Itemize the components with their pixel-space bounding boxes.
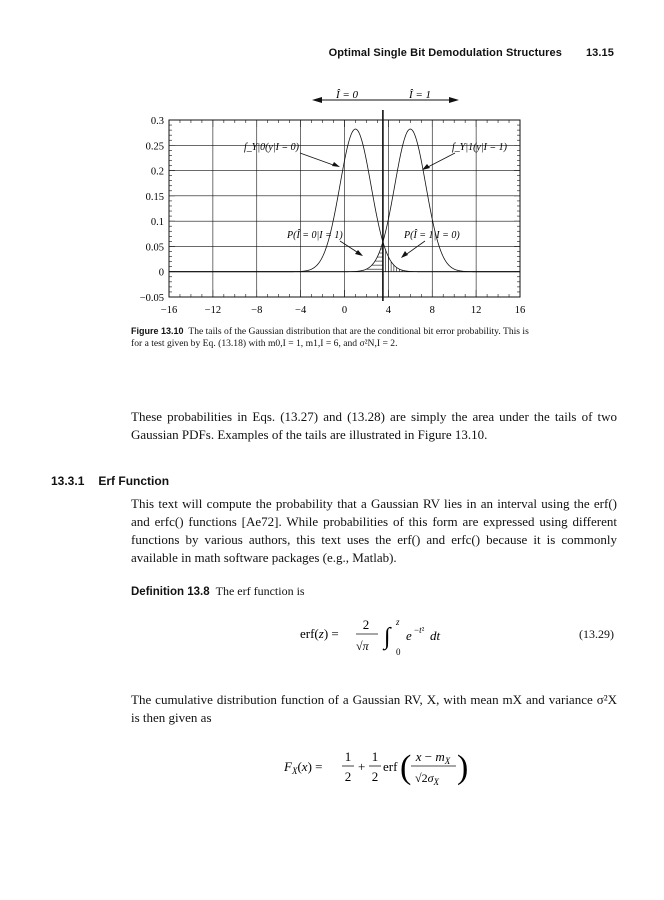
section-title: Erf Function [98, 474, 170, 488]
svg-text:2: 2 [344, 769, 352, 784]
y-tick-label: 0.2 [150, 166, 164, 178]
error-right-pointer-head [401, 251, 408, 258]
equation-number: (13.29) [579, 627, 614, 641]
x-tick-labels [161, 305, 525, 316]
svg-text:2: 2 [371, 769, 379, 784]
svg-text:2: 2 [362, 617, 370, 632]
svg-text:e: e [406, 628, 412, 643]
y-tick-label: 0.1 [150, 217, 164, 229]
pdf-left-pointer-head [332, 162, 340, 167]
x-tick-label: 4 [385, 305, 391, 316]
section-heading [51, 474, 169, 488]
pdf-right-pointer [426, 153, 455, 168]
x-tick-label: −12 [204, 305, 222, 316]
error-left-pointer-head [355, 250, 363, 256]
error-label-left: P(Î = 0|I = 1) [287, 230, 343, 241]
figure-caption [131, 326, 531, 349]
y-tick-label: 0.05 [145, 242, 164, 254]
svg-text:+: + [358, 759, 366, 774]
pdf-left-pointer [300, 153, 336, 166]
definition-text: The erf function is [215, 584, 305, 598]
error-label-right: P(Î = 1|I = 0) [404, 230, 460, 241]
y-tick-label: −0.05 [139, 293, 164, 304]
paragraph-cdf: The cumulative distribution function of a Gaussian RV, X, with mean mX and variance σ²X is then given as [131, 692, 617, 725]
svg-text:erf(z) =: erf(z) = [300, 626, 339, 641]
svg-text:1: 1 [344, 749, 352, 764]
decision-label-left: Î = 0 [335, 89, 359, 101]
error-right-pointer [404, 241, 425, 256]
x-tick-label: 16 [514, 305, 526, 316]
x-tick-label: −16 [160, 305, 178, 316]
running-head [329, 47, 614, 59]
y-tick-label: 0 [158, 267, 164, 279]
caption-text: The tails of the Gaussian distribution that are the conditional bit error probability. This is for a test given by Eq. (13.18) with m0,I = 1, m1,I = 6, and σ²N,I = 2. [131, 326, 529, 349]
svg-text:∫: ∫ [384, 624, 391, 650]
gaussian-tails-figure [0, 80, 664, 320]
svg-text:erf: erf [383, 759, 398, 774]
definition [131, 584, 305, 599]
svg-text:(: ( [400, 749, 412, 786]
svg-text:√π: √π [356, 639, 369, 653]
section-number: 13.3.1 [51, 474, 85, 488]
svg-text:1: 1 [371, 749, 379, 764]
svg-text:dt: dt [430, 628, 441, 643]
x-tick-label: −8 [251, 305, 263, 316]
right-arrow-head [449, 97, 459, 103]
equation-cdf [284, 744, 484, 792]
y-tick-labels [140, 116, 164, 304]
svg-text:0: 0 [396, 647, 401, 657]
x-tick-label: −4 [295, 305, 307, 316]
decision-arrows [312, 89, 459, 103]
pdf-right-pointer-head [422, 164, 430, 170]
running-head-title: Optimal Single Bit Demodulation Structures [328, 47, 562, 59]
pdf-label-right: f_Y|1(y|I = 1) [452, 142, 508, 153]
page-number: 13.15 [585, 47, 614, 59]
y-tick-label: 0.15 [145, 191, 164, 203]
svg-text:FX(x) =: $F_X(x)$ = [284, 759, 323, 776]
paragraph-tails: These probabilities in Eqs. (13.27) and (13.28) are simply the area under the tails of two Gaussian PDFs. Examples of the tails are illustrated in Figure 13.10. [131, 409, 617, 442]
y-tick-label: 0.25 [145, 141, 164, 153]
left-arrow-head [312, 97, 322, 103]
definition-label: Definition 13.8 [131, 586, 210, 598]
paragraph-erf-intro: This text will compute the probability that a Gaussian RV lies in an interval using the erf() and erfc() functions [Ae72]. While probabilities of this form are expressed using different functions by various authors, this text uses the erf() and erfc() because it is commonly available in math software packages (e.g., Matlab). [131, 496, 617, 565]
svg-text:√2σX: $√2\sigma_X$ [415, 771, 440, 787]
equation-erf [300, 612, 480, 658]
decision-label-right: Î = 1 [408, 89, 432, 101]
x-tick-label: 8 [429, 305, 435, 316]
pdf-label-left: f_Y|0(y|I = 0) [244, 142, 300, 153]
svg-text:x − mX: $x - m_X$ [415, 749, 451, 766]
x-tick-label: 12 [470, 305, 482, 316]
caption-label: Figure 13.10 [131, 326, 184, 336]
svg-text:−t²: −t² [414, 625, 425, 635]
x-tick-label: 0 [341, 305, 348, 316]
y-tick-label: 0.3 [150, 116, 164, 127]
svg-text:z: z [396, 617, 400, 627]
svg-text:): ) [457, 749, 469, 786]
